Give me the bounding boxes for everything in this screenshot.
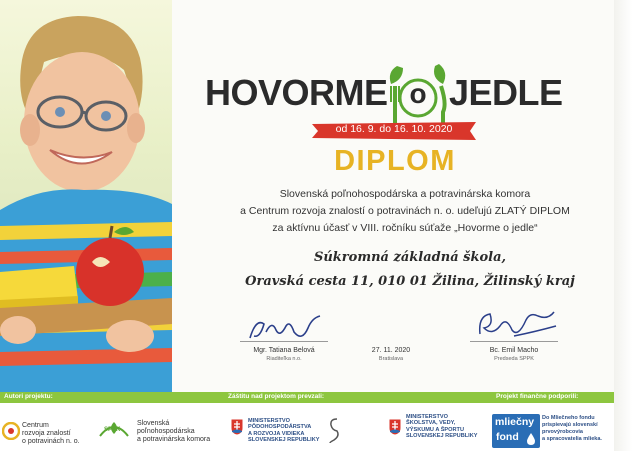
diploma-title: DIPLOM xyxy=(334,145,456,177)
slovak-coat-of-arms-icon-2 xyxy=(388,418,402,436)
milk-drop-icon xyxy=(526,432,536,446)
footer-label-bar xyxy=(0,392,614,403)
award-statement xyxy=(210,186,600,237)
award-line-2: a Centrum rozvoja znalostí o potravinách n. o. udeľujú ZLATÝ DIPLOM xyxy=(240,205,570,217)
sppk-line-1: Slovenská xyxy=(137,420,170,427)
sppk-line-3: a potravinárska komora xyxy=(137,436,211,443)
logo-word-hovorme: HOVORME xyxy=(205,72,388,113)
crzp-line-1: Centrum xyxy=(22,422,49,429)
mliecny-word: mliečny xyxy=(495,416,535,428)
footer-label-patronage: Záštitu nad projektom prevzali: xyxy=(228,393,325,400)
logo-word-jedle: JEDLE xyxy=(449,72,563,113)
sppk-name xyxy=(137,420,210,444)
ministry1-line-3: A ROZVOJA VIDIEKA xyxy=(248,430,305,437)
date-banner xyxy=(312,122,476,140)
mliecny-desc-line-1: Do Mliečneho fondu xyxy=(542,415,595,421)
ornament-s-icon xyxy=(328,416,340,446)
mliecny-desc-line-2: prispievajú slovenskí xyxy=(542,422,598,428)
mliecny-desc-line-4: a spracovatelia mlieka. xyxy=(542,436,602,442)
ministry1-line-4: SLOVENSKEJ REPUBLIKY xyxy=(248,437,320,444)
ministry-agriculture xyxy=(248,418,320,444)
logo-word-o: o xyxy=(409,78,427,109)
issue-place: Bratislava xyxy=(378,356,404,362)
signatory-left-role: Riaditeľka n.o. xyxy=(266,356,302,362)
recipient-block xyxy=(200,246,620,294)
ministry1-line-1: MINISTERSTVO xyxy=(248,418,290,424)
signature-line-right xyxy=(470,341,558,342)
signatory-right-name: Bc. Emil Macho xyxy=(489,347,539,354)
crzp-line-3: o potravinách n. o. xyxy=(22,438,80,445)
mliecny-desc-line-3: prvovýrobcovia xyxy=(542,429,583,435)
signature-macho-icon xyxy=(474,306,560,344)
recipient-name: Súkromná základná škola, xyxy=(313,250,507,265)
ministry-education xyxy=(406,414,478,440)
date-range: od 16. 9. do 16. 10. 2020 xyxy=(335,123,453,135)
ministry2-line-3: VÝSKUMU A ŠPORTU xyxy=(406,426,465,433)
ministry2-line-4: SLOVENSKEJ REPUBLIKY xyxy=(406,433,478,440)
crzp-line-2: rozvoja znalostí xyxy=(22,430,71,437)
mliecny-fond-logo xyxy=(492,414,540,448)
scan-edge xyxy=(614,0,640,451)
child-photo xyxy=(0,0,172,392)
footer-label-funding: Projekt finančne podporili: xyxy=(496,393,579,400)
crzp-name xyxy=(22,422,80,446)
signatory-left-name: Mgr. Tatiana Belová xyxy=(253,347,315,354)
footer-label-authors: Autori projektu: xyxy=(4,393,53,400)
sppk-logo-text: SPPK xyxy=(104,427,121,433)
mliecny-fond-description xyxy=(542,415,602,443)
slovak-coat-of-arms-icon xyxy=(230,418,244,436)
ministry2-line-2: ŠKOLSTVA, VEDY, xyxy=(406,420,456,427)
sppk-line-2: poľnohospodárska xyxy=(137,428,195,435)
crzp-logo-icon xyxy=(2,422,20,440)
recipient-address: Oravská cesta 11, 010 01 Žilina, Žilinský kraj xyxy=(245,274,575,289)
ministry2-line-1: MINISTERSTVO xyxy=(406,414,448,420)
ministry1-line-2: PÔDOHOSPODÁRSTVA xyxy=(248,424,312,431)
child-photo-illustration xyxy=(0,0,172,392)
signature-line-left xyxy=(240,341,328,342)
fond-word: fond xyxy=(496,431,519,443)
signatory-right-role: Predseda SPPK xyxy=(494,356,534,362)
award-line-1: Slovenská poľnohospodárska a potravinárska komora xyxy=(279,188,531,200)
issue-date: 27. 11. 2020 xyxy=(371,347,411,354)
award-line-3: za aktívnu účasť v VIII. ročníku súťaže „Hovorme o jedle“ xyxy=(272,222,538,234)
